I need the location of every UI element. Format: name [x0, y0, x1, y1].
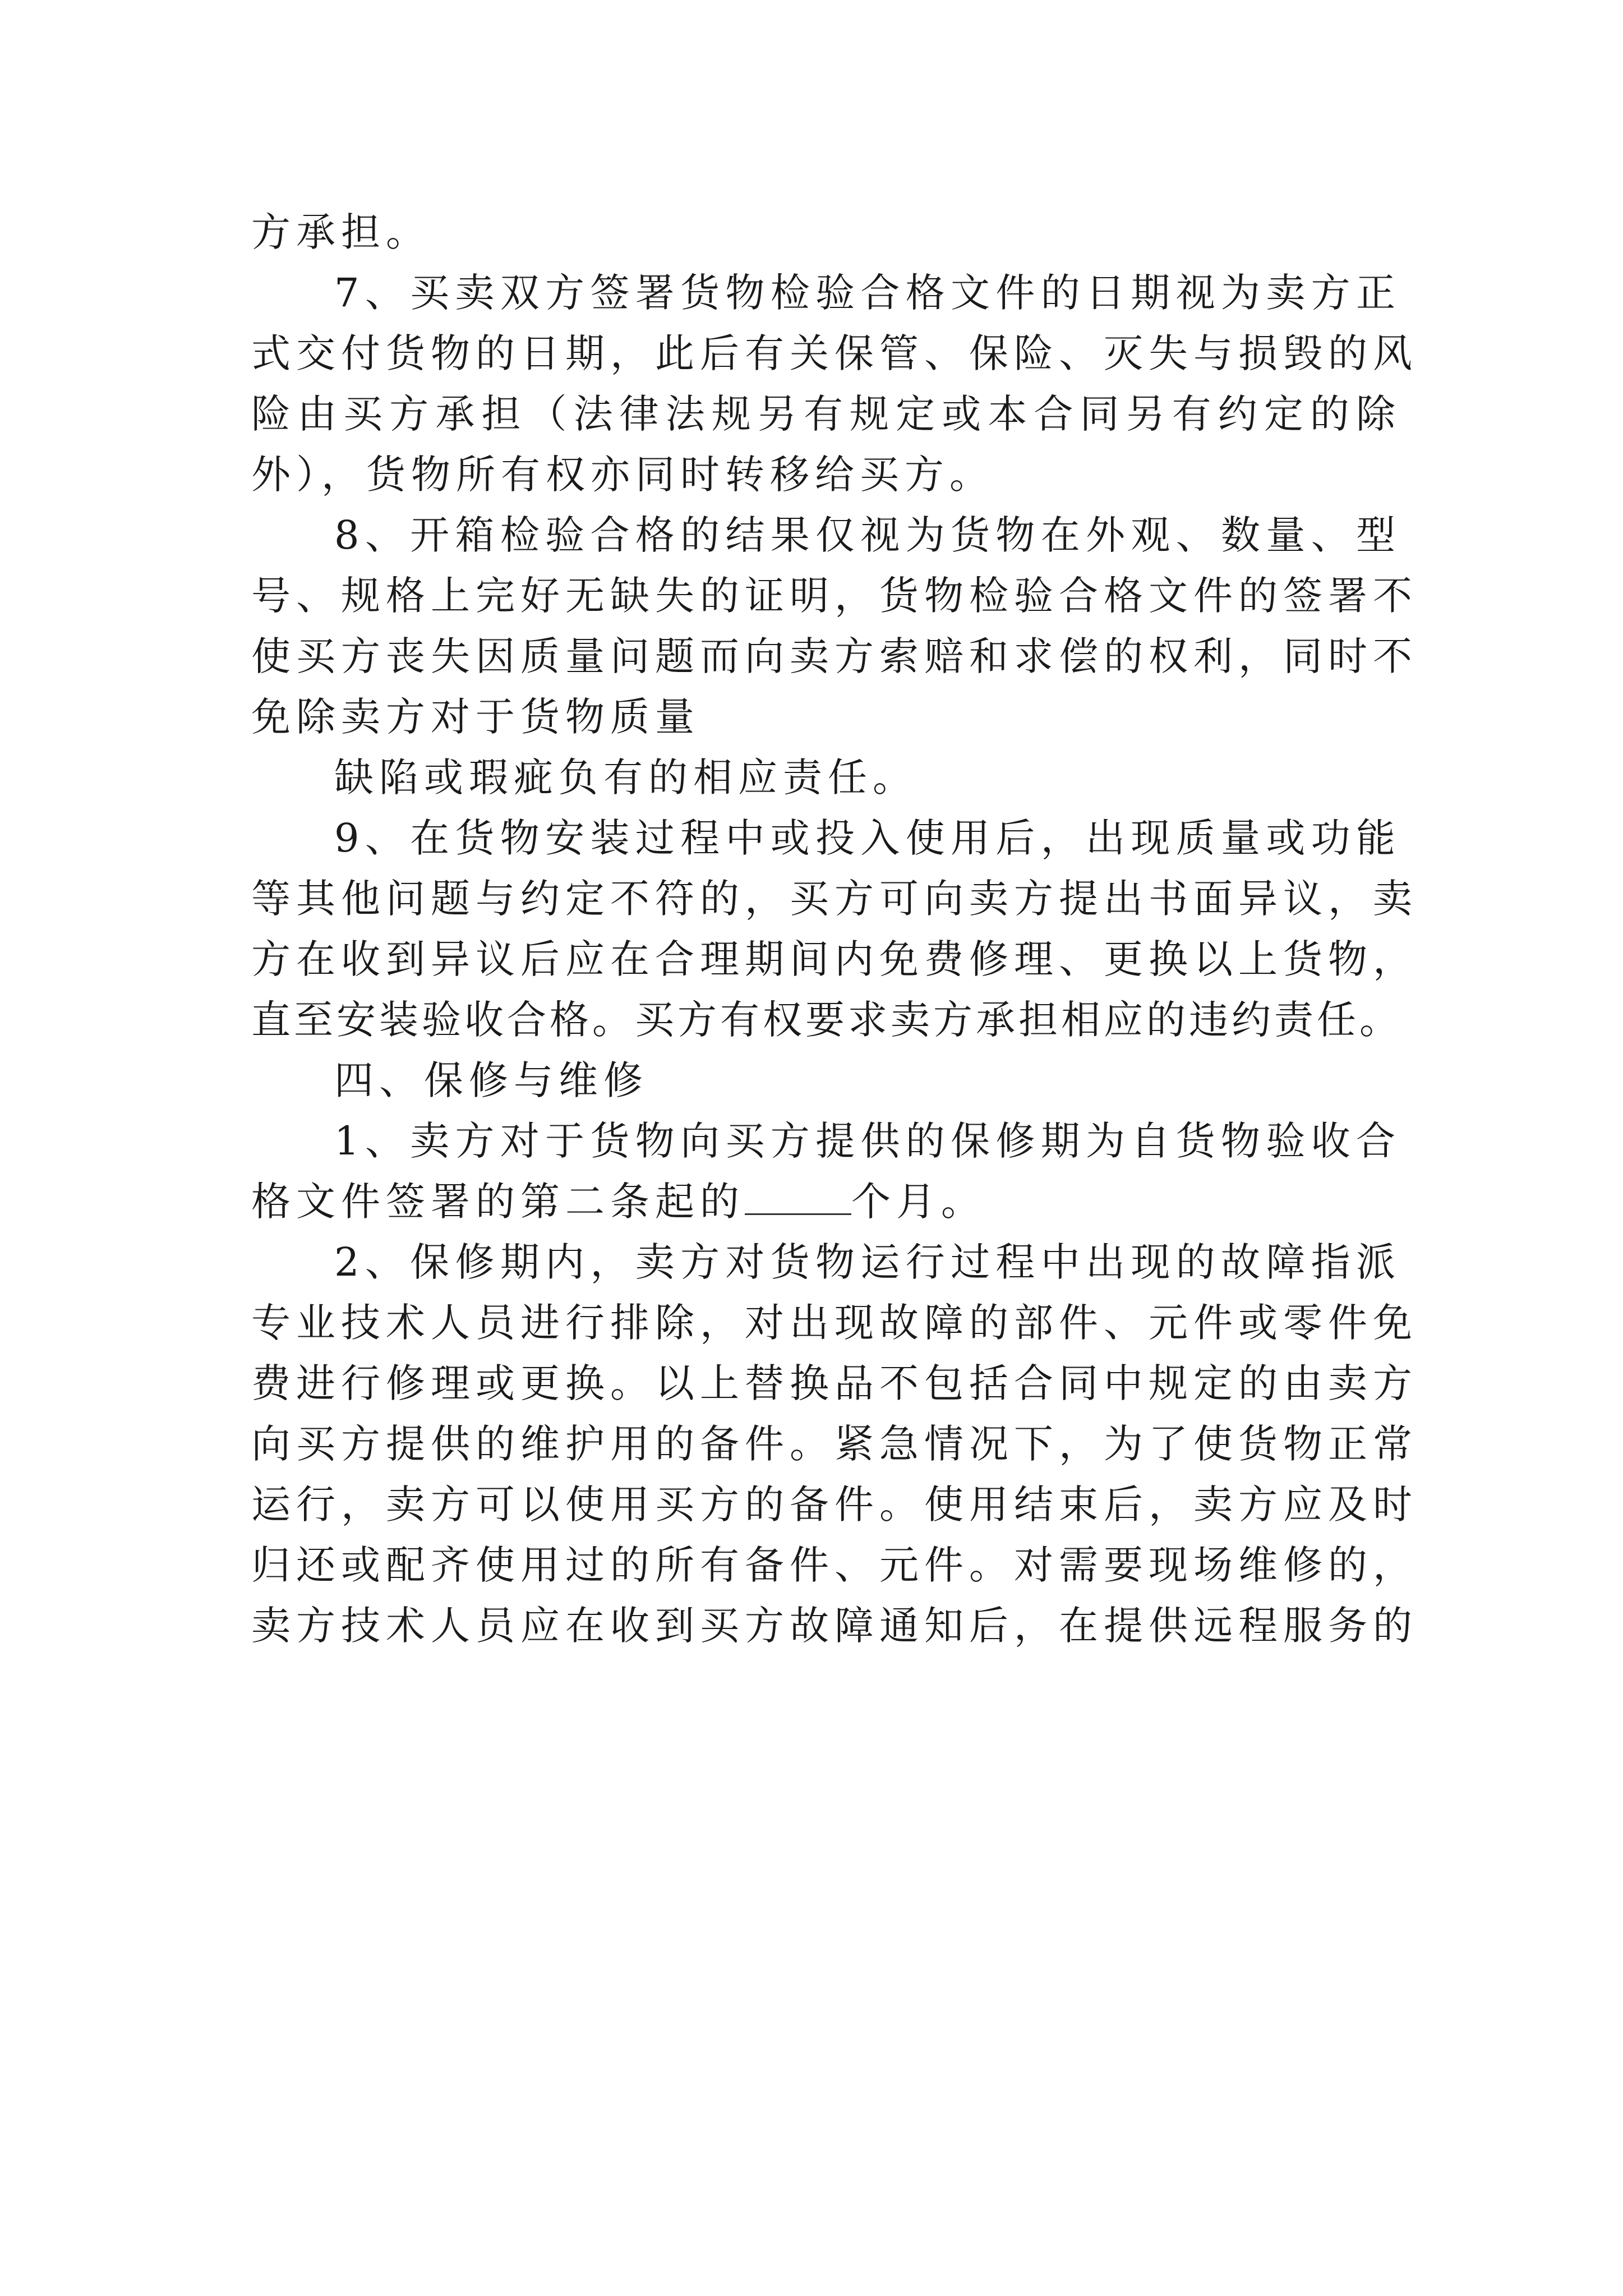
clause-7-line-2: 式交付货物的日期，此后有关保管、保险、灭失与损毁的风 [251, 330, 1418, 376]
clause-8-line-2: 号、规格上完好无缺失的证明，货物检验合格文件的签署不 [251, 573, 1418, 619]
document-page [251, 202, 1418, 1656]
warranty-clause-2-line-6: 归还或配齐使用过的所有备件、元件。对需要现场维修的， [251, 1542, 1418, 1588]
clause-7-line-4: 外），货物所有权亦同时转移给买方。 [251, 452, 994, 498]
warranty-clause-2-line-2: 专业技术人员进行排除，对出现故障的部件、元件或零件免 [251, 1300, 1418, 1346]
warranty-period-text: 格文件签署的第二条起的 [251, 1179, 745, 1225]
clause-9-line-3: 方在收到异议后应在合理期间内免费修理、更换以上货物， [251, 936, 1418, 982]
clause-9-line-1: 9、在货物安装过程中或投入使用后，出现质量或功能 [334, 815, 1401, 861]
clause-8-line-5: 缺陷或瑕疵负有的相应责任。 [334, 754, 917, 800]
warranty-clause-1-line-1: 1、卖方对于货物向买方提供的保修期为自货物验收合 [334, 1118, 1401, 1164]
warranty-clause-2-line-5: 运行，卖方可以使用买方的备件。使用结束后，卖方应及时 [251, 1481, 1418, 1527]
warranty-clause-2-line-7: 卖方技术人员应在收到买方故障通知后，在提供远程服务的 [251, 1603, 1418, 1649]
warranty-clause-2-line-4: 向买方提供的维护用的备件。紧急情况下，为了使货物正常 [251, 1421, 1418, 1467]
section-heading: 四、保修与维修 [334, 1057, 648, 1103]
warranty-clause-2-line-3: 费进行修理或更换。以上替换品不包括合同中规定的由卖方 [251, 1360, 1418, 1406]
clause-7-line-3: 险由买方承担（法律法规另有规定或本合同另有约定的除 [251, 391, 1401, 437]
warranty-clause-1-line-2 [251, 1171, 1401, 1232]
clause-8-line-1: 8、开箱检验合格的结果仅视为货物在外观、数量、型 [334, 512, 1401, 558]
warranty-months-blank [745, 1174, 851, 1215]
clause-7-line-1: 7、买卖双方签署货物检验合格文件的日期视为卖方正 [334, 270, 1401, 316]
warranty-period-unit: 个月。 [851, 1179, 986, 1225]
warranty-clause-2-line-1: 2、保修期内，卖方对货物运行过程中出现的故障指派 [334, 1239, 1401, 1285]
text-line: 方承担。 [251, 209, 431, 255]
clause-8-line-4: 免除卖方对于货物质量 [251, 694, 700, 740]
clause-9-line-2: 等其他问题与约定不符的，买方可向卖方提出书面异议，卖 [251, 876, 1418, 922]
clause-9-line-4: 直至安装验收合格。买方有权要求卖方承担相应的违约责任。 [251, 997, 1401, 1043]
clause-8-line-3: 使买方丧失因质量问题而向卖方索赔和求偿的权利，同时不 [251, 633, 1418, 679]
